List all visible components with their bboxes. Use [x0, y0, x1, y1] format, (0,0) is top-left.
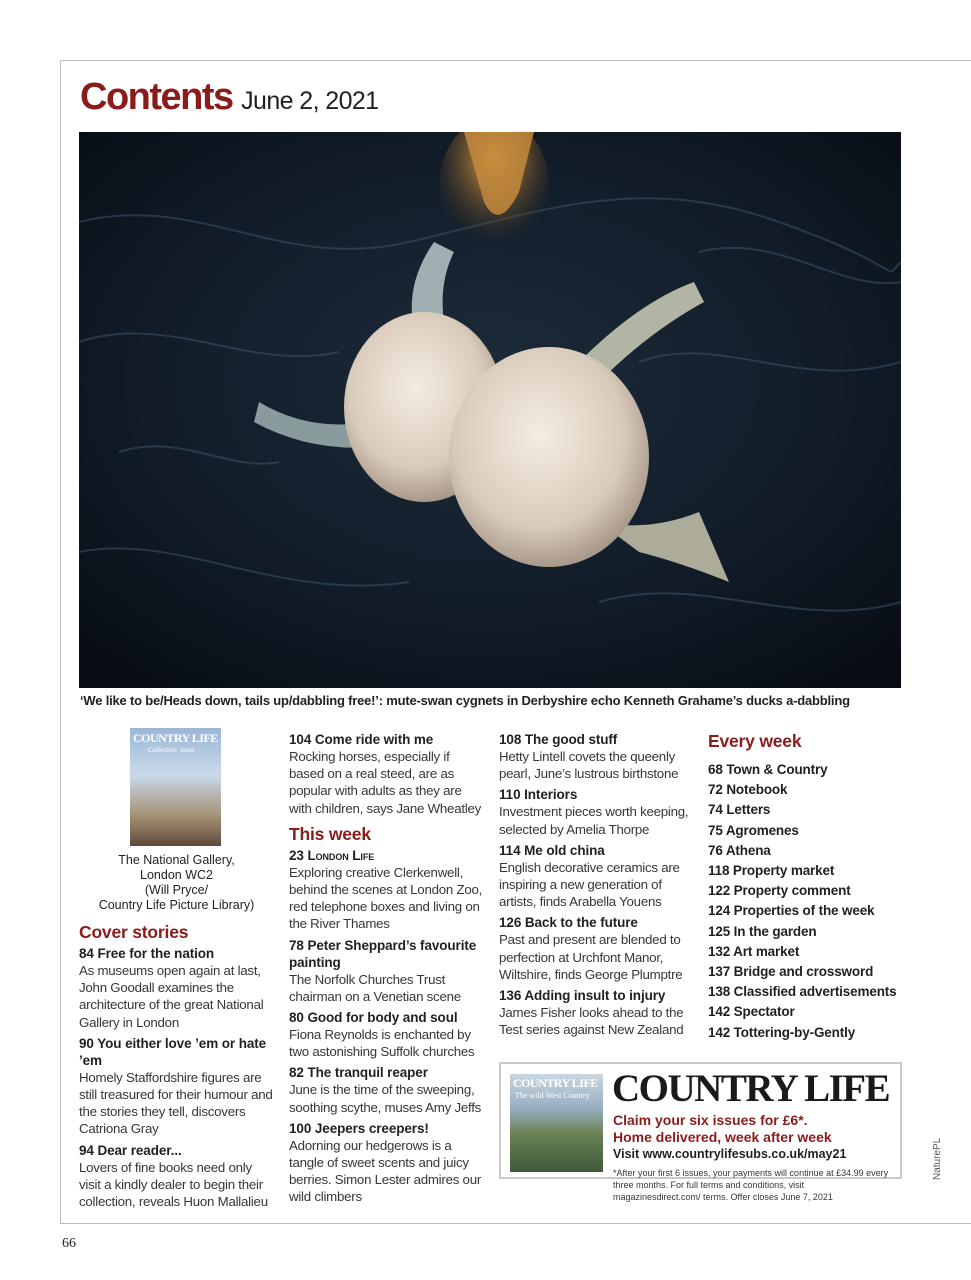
- every-week-item[interactable]: 138 Classified advertisements: [708, 984, 897, 1000]
- item-title: 82 The tranquil reaper: [289, 1065, 428, 1081]
- item-title: 78 Peter Sheppard’s favourite painting: [289, 937, 477, 970]
- contents-item[interactable]: [79, 1035, 274, 1138]
- ad-offer-line: Home delivered, week after week: [613, 1129, 832, 1145]
- page-header: [80, 76, 378, 126]
- item-description: Fiona Reynolds is enchanted by two astonishing Suffolk churches: [289, 1027, 475, 1060]
- every-week-item[interactable]: 132 Art market: [708, 943, 800, 959]
- contents-item[interactable]: [289, 1064, 484, 1115]
- item-title: 80 Good for body and soul: [289, 1010, 458, 1026]
- item-title: 104 Come ride with me: [289, 732, 434, 747]
- item-title: 90 You either love ’em or hate ’em: [79, 1035, 267, 1068]
- photo-caption: ‘We like to be/Heads down, tails up/dabbling free!’: mute-swan cygnets in Derbyshire echo Kenneth Grahame’s ducks a-dabbling: [80, 693, 850, 708]
- every-week-item[interactable]: 68 Town & Country: [708, 762, 828, 777]
- ad-offer-line: Claim your six issues for £6*.: [613, 1112, 808, 1128]
- contents-item[interactable]: [499, 914, 694, 983]
- contents-item[interactable]: [289, 847, 484, 933]
- item-title: 114 Me old china: [499, 842, 605, 858]
- cover-caption-line: London WC2: [140, 868, 213, 882]
- cover-caption-line: Country Life Picture Library): [98, 898, 255, 912]
- cover-caption: [79, 853, 274, 913]
- page-number: 66: [62, 1236, 76, 1251]
- item-description: Past and present are blended to perfection at Urchfont Manor, Wiltshire, finds George Plumptre: [499, 932, 683, 982]
- item-description: Hetty Lintell covets the queenly pearl, June’s lustrous birthstone: [499, 749, 679, 782]
- cover-caption-line: The National Gallery,: [118, 853, 235, 867]
- item-description: As museums open again at last, John Goodall examines the architecture of the great National Gallery in London: [79, 963, 264, 1030]
- item-description: The Norfolk Churches Trust chairman on a Venetian scene: [289, 971, 461, 1004]
- every-week-item[interactable]: 142 Spectator: [708, 1004, 795, 1020]
- item-title: 100 Jeepers creepers!: [289, 1120, 429, 1136]
- ad-masthead: COUNTRY LIFE: [612, 1067, 890, 1110]
- item-section-label: London Life: [307, 847, 375, 863]
- item-page-number: 23: [289, 847, 304, 863]
- contents-item[interactable]: [79, 945, 274, 1031]
- cover-caption-line: (Will Pryce/: [144, 883, 209, 897]
- every-week-item[interactable]: 118 Property market: [708, 863, 835, 879]
- item-description: Homely Staffordshire figures are still treasured for their humour and the stories they tell, discovers Catriona Gray: [79, 1069, 273, 1137]
- item-description: Rocking horses, especially if based on a real steed, are as popular with adults as they are with children, says Jane Wheatley: [289, 749, 482, 816]
- item-title: 94 Dear reader...: [79, 1142, 182, 1158]
- this-week-heading: This week: [289, 823, 371, 844]
- cover-thumb-subtitle: Collectors’ issue: [148, 746, 195, 754]
- column-features: [499, 731, 694, 1042]
- every-week-item[interactable]: 124 Properties of the week: [708, 903, 875, 919]
- ad-thumb-subtitle: The wild West Country: [515, 1091, 590, 1100]
- item-description: English decorative ceramics are inspiring a new generation of artists, finds Arabella Youens: [499, 859, 680, 910]
- every-week-item[interactable]: 137 Bridge and crossword: [708, 964, 874, 980]
- item-description: James Fisher looks ahead to the Test series against New Zealand: [499, 1005, 684, 1038]
- every-week-item[interactable]: 76 Athena: [708, 842, 771, 858]
- every-week-item[interactable]: 75 Agromenes: [708, 822, 799, 838]
- cover-thumbnail[interactable]: [130, 728, 221, 846]
- issue-date: June 2, 2021: [241, 87, 379, 115]
- contents-item[interactable]: [289, 731, 484, 817]
- contents-item[interactable]: [499, 786, 694, 837]
- item-description: Investment pieces worth keeping, selected by Amelia Thorpe: [499, 804, 689, 837]
- cygnet-illustration: [79, 132, 901, 688]
- contents-item[interactable]: [499, 842, 694, 911]
- ad-small-print: *After your first 6 issues, your payments will continue at £34.99 every three months. For full terms and conditions, visit magazinesdirect.com/ terms. Offer closes June 7, 2021: [613, 1168, 889, 1202]
- item-description: Exploring creative Clerkenwell, behind the scenes at London Zoo, red telephone boxes and living on the River Thames: [289, 864, 483, 932]
- every-week-item[interactable]: 142 Tottering-by-Gently: [708, 1024, 856, 1040]
- ad-thumb-masthead: COUNTRY LIFE: [513, 1076, 598, 1090]
- every-week-item[interactable]: 72 Notebook: [708, 782, 788, 798]
- item-title: 110 Interiors: [499, 787, 578, 803]
- item-description: Lovers of fine books need only visit a kindly dealer to begin their collection, reveals Huon Mallalieu: [79, 1159, 268, 1210]
- contents-item[interactable]: [499, 731, 694, 782]
- item-description: Adorning our hedgerows is a tangle of sweet scents and juicy berries. Simon Lester admires our wild climbers: [289, 1137, 482, 1205]
- item-title: 108 The good stuff: [499, 732, 618, 747]
- contents-item[interactable]: [289, 1120, 484, 1206]
- column-every-week: [708, 731, 903, 1043]
- column-this-week: [289, 731, 484, 1210]
- ad-magazine-thumbnail: [510, 1074, 603, 1172]
- cover-stories-heading: Cover stories: [79, 922, 189, 942]
- ad-offer: [613, 1112, 832, 1146]
- column-cover-stories: [79, 728, 274, 1214]
- photo-credit: NaturePL: [932, 1137, 943, 1180]
- every-week-item[interactable]: 74 Letters: [708, 802, 771, 818]
- subscription-ad[interactable]: [499, 1062, 902, 1202]
- every-week-item[interactable]: 122 Property comment: [708, 883, 851, 899]
- item-title: 126 Back to the future: [499, 915, 638, 931]
- contents-item[interactable]: [499, 987, 694, 1038]
- page-title: Contents: [80, 76, 233, 118]
- item-title: 136 Adding insult to injury: [499, 988, 666, 1004]
- ad-visit-link[interactable]: Visit www.countrylifesubs.co.uk/may21: [613, 1147, 847, 1161]
- cover-thumb-masthead: COUNTRY LIFE: [133, 731, 218, 745]
- contents-item[interactable]: [289, 937, 484, 1005]
- every-week-heading: Every week: [708, 731, 802, 751]
- item-title: [289, 847, 484, 864]
- contents-item[interactable]: [289, 1009, 484, 1060]
- contents-item[interactable]: [79, 1142, 274, 1211]
- every-week-item[interactable]: 125 In the garden: [708, 923, 817, 939]
- item-title: 84 Free for the nation: [79, 946, 215, 961]
- cygnet-photo: [79, 132, 901, 688]
- item-description: June is the time of the sweeping, soothing scythe, muses Amy Jeffs: [289, 1082, 482, 1115]
